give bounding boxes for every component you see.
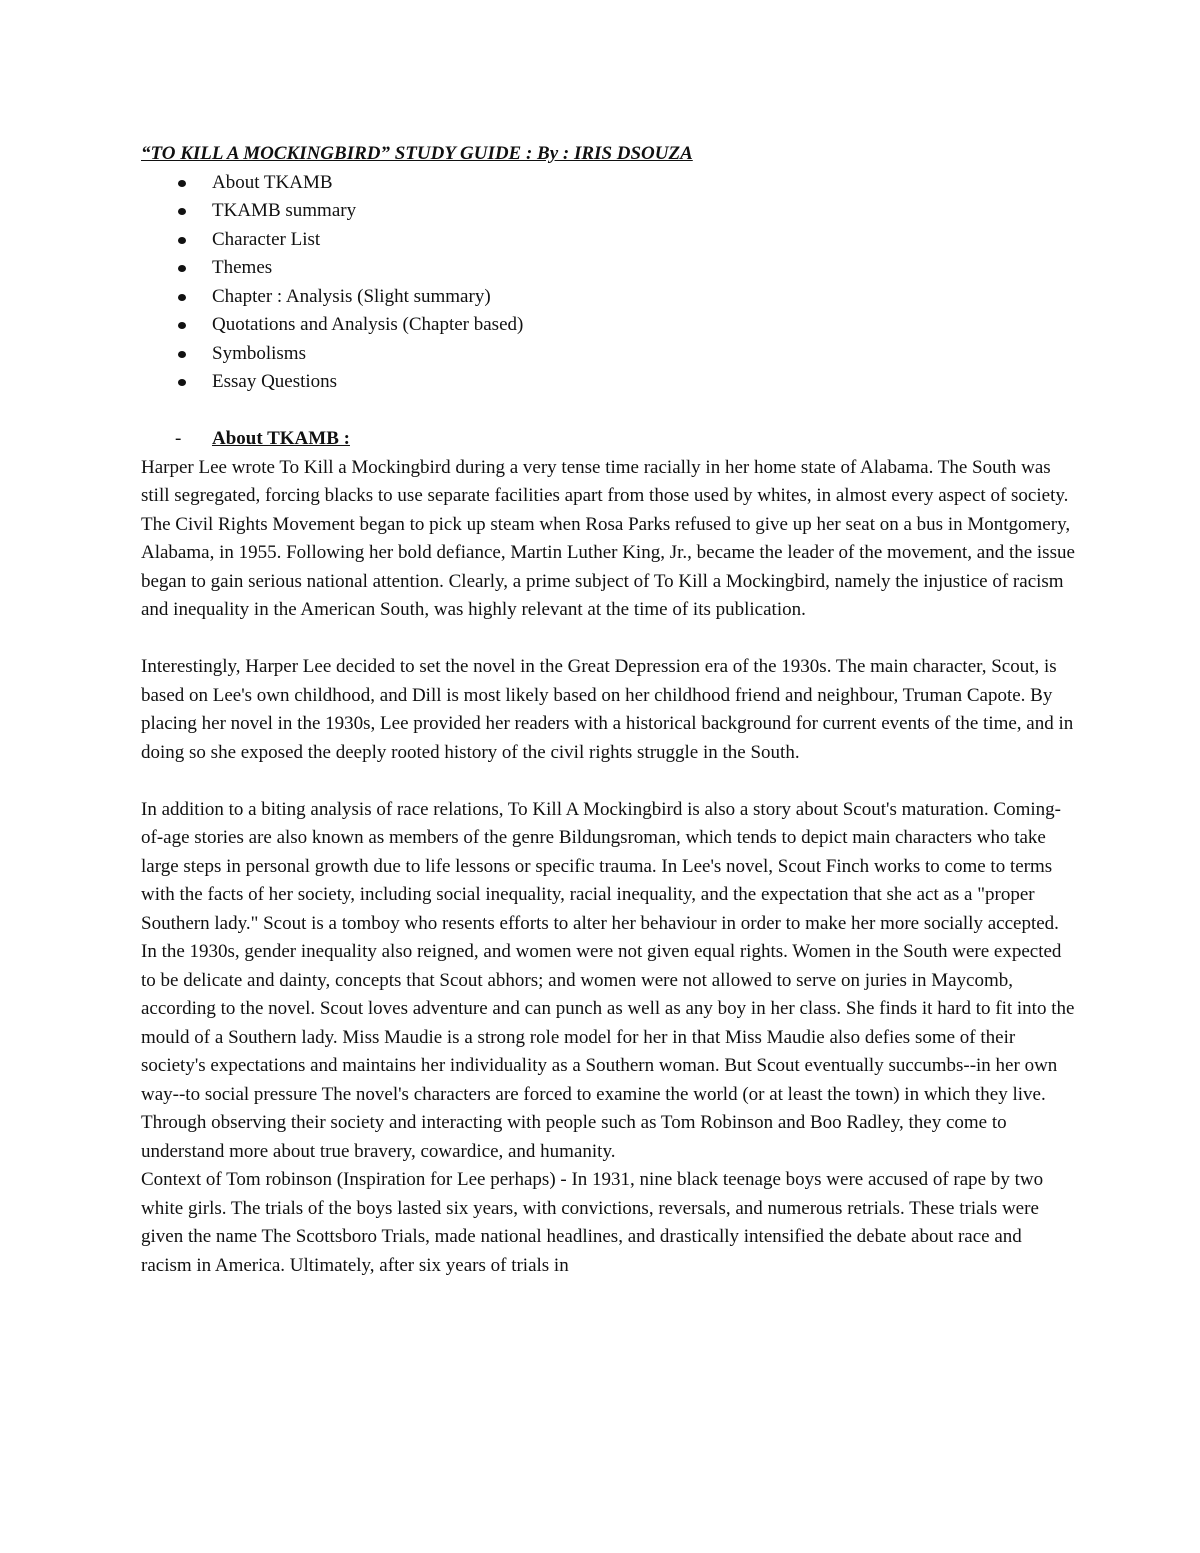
section-title: About TKAMB : <box>212 428 350 449</box>
bullet-icon <box>178 379 186 386</box>
blank-line <box>141 625 1076 654</box>
contents-item <box>176 368 1076 397</box>
body-paragraph: Context of Tom robinson (Inspiration for Lee perhaps) - In 1931, nine black teenage boys were accused of rape by two white girls. The trials of the boys lasted six years, with convictions, reversals, and numerous retrials. These trials were given the name The Scottsboro Trials, made national headlines, and drastically intensified the debate about race and racism in America. Ultimately, after six years of trials in <box>141 1169 1044 1276</box>
contents-item-label: TKAMB summary <box>212 200 357 221</box>
contents-item-label: Symbolisms <box>212 342 306 364</box>
bullet-icon <box>178 265 186 272</box>
contents-item-label: Quotations and Analysis (Chapter based) <box>212 314 524 335</box>
bullet-icon <box>178 237 186 244</box>
contents-item-label: Character List <box>212 228 321 250</box>
contents-item-label: Chapter : Analysis (Slight summary) <box>212 285 491 307</box>
section-heading <box>141 425 1076 454</box>
bullet-icon <box>178 294 186 301</box>
blank-line <box>141 767 1076 796</box>
contents-item-label: About TKAMB <box>212 171 333 193</box>
contents-list <box>141 169 1076 397</box>
bullet-icon <box>178 351 186 358</box>
blank-line <box>141 397 1076 426</box>
body-paragraph: In addition to a biting analysis of race relations, To Kill A Mockingbird is also a story about Scout's maturation. Coming-of-age stories are also known as members of the genre Bildungsroman, which tends to depict main characters who take large steps in personal growth due to life lessons or specific trauma. In Lee's novel, Scout Finch works to come to terms with the facts of her society, including social inequality, racial inequality, and the expectation that she act as a "proper Southern lady." Scout is a tomboy who resents efforts to alter her behaviour in order to make her more socially accepted. In the 1930s, gender inequality also reigned, and women were not given equal rights. Women in the South were expected to be delicate and dainty, concepts that Scout abhors; and women were not allowed to serve on juries in Maycomb, according to the novel. Scout loves adventure and can punch as well as any boy in her class. She finds it hard to fit into the mould of a Southern lady. Miss Maudie is a strong role model for her in that Miss Maudie also defies some of their society's expectations and maintains her individuality as a Southern woman. But Scout eventually succumbs--in her own way--to social pressure The novel's characters are forced to examine the world (or at least the town) in which they live. Through observing their society and interacting with people such as Tom Robinson and Boo Radley, they come to understand more about true bravery, cowardice, and humanity. <box>141 798 1075 1162</box>
contents-item <box>176 311 1076 340</box>
body-paragraph: Harper Lee wrote To Kill a Mockingbird during a very tense time racially in her home state of Alabama. The South was still segregated, forcing blacks to use separate facilities apart from those used by whites, in almost every aspect of society. The Civil Rights Movement began to pick up steam when Rosa Parks refused to give up her seat on a bus in Montgomery, Alabama, in 1955. Following her bold defiance, Martin Luther King, Jr., became the leader of the movement, and the issue began to gain serious national attention. Clearly, a prime subject of To Kill a Mockingbird, namely the injustice of racism and inequality in the American South, was highly relevant at the time of its publication. <box>141 456 1075 620</box>
contents-item-label: Essay Questions <box>212 371 338 392</box>
document-title: “TO KILL A MOCKINGBIRD” STUDY GUIDE : By : IRIS DSOUZA <box>141 143 693 164</box>
contents-item <box>176 254 1076 283</box>
contents-item <box>176 169 1076 198</box>
contents-item <box>176 340 1076 369</box>
section-dash: - <box>175 428 182 449</box>
document-body <box>141 140 1076 1280</box>
bullet-icon <box>178 322 186 329</box>
contents-item-label: Themes <box>212 257 273 278</box>
bullet-icon <box>178 180 186 187</box>
bullet-icon <box>178 208 186 215</box>
contents-item <box>176 197 1076 226</box>
body-paragraph: Interestingly, Harper Lee decided to set the novel in the Great Depression era of the 1930s. The main character, Scout, is based on Lee's own childhood, and Dill is most likely based on her childhood friend and neighbour, Truman Capote. By placing her novel in the 1930s, Lee provided her readers with a historical background for current events of the time, and in doing so she exposed the deeply rooted history of the civil rights struggle in the South. <box>141 656 1074 763</box>
contents-item <box>176 226 1076 255</box>
contents-item <box>176 283 1076 312</box>
